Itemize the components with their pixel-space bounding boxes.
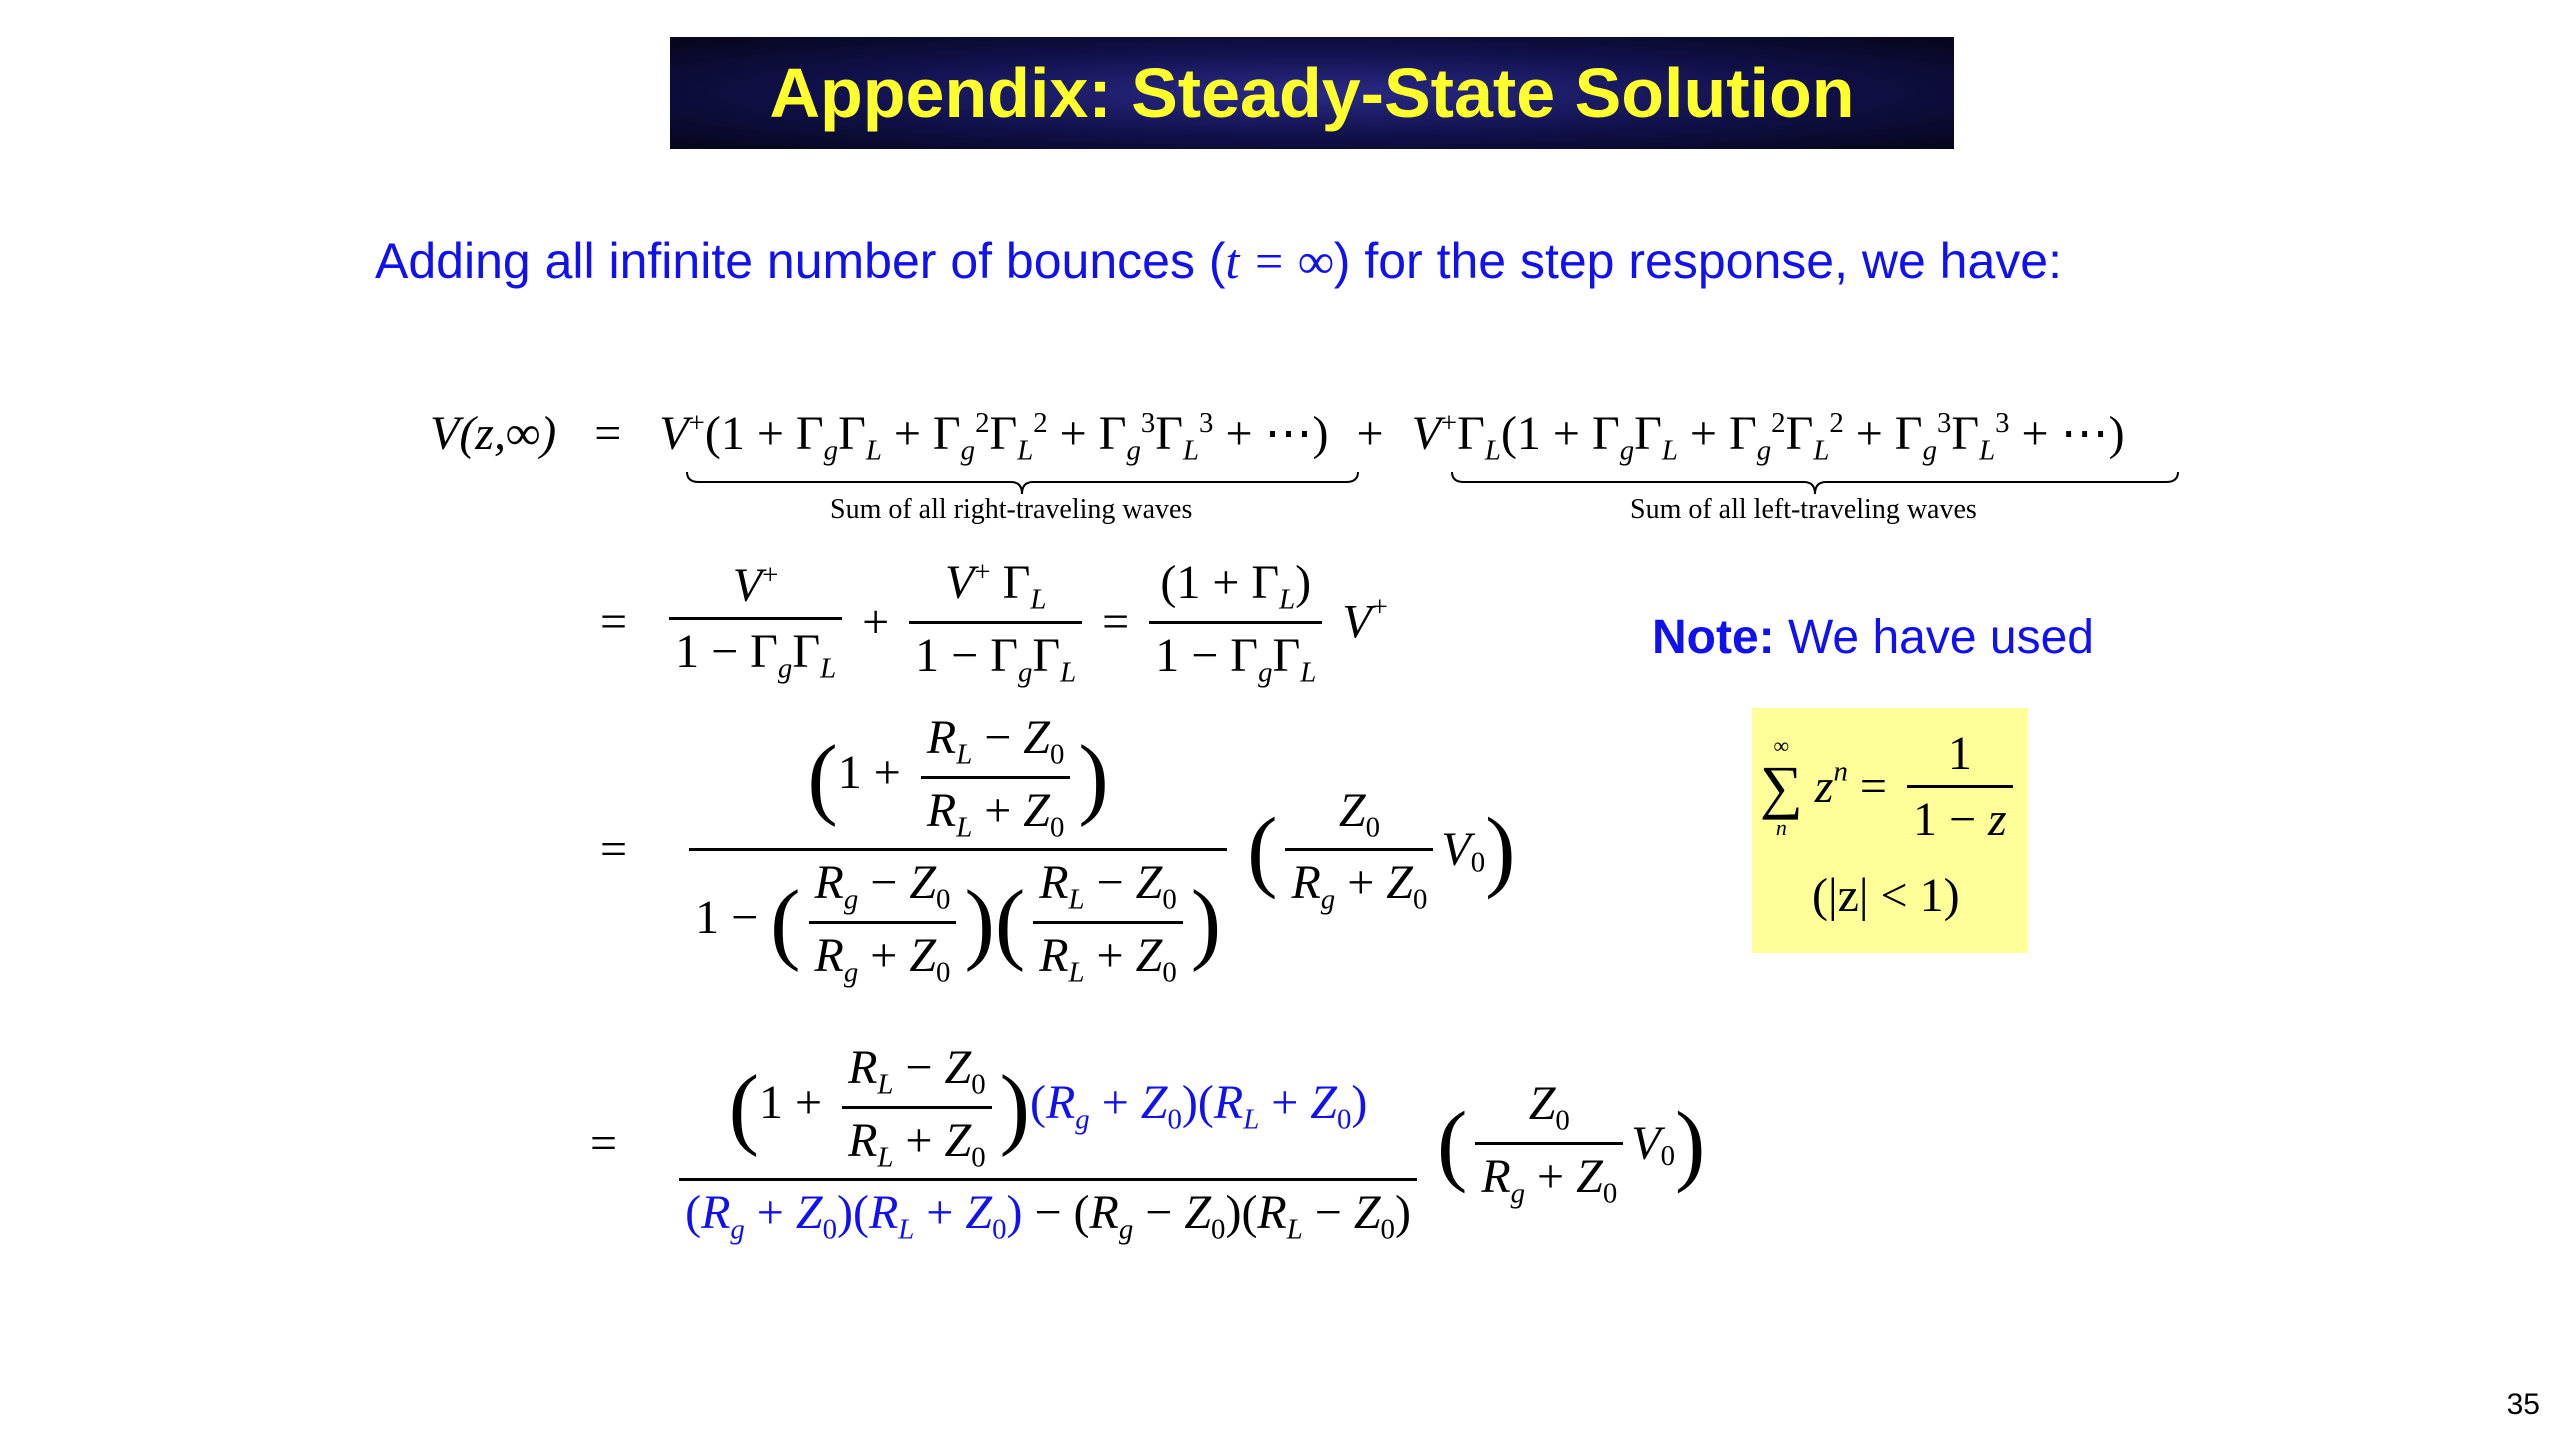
- lhs-term: V(z,∞): [430, 407, 557, 460]
- intro-text: Adding all infinite number of bounces (t = ∞) for the step response, we have:: [375, 233, 2062, 289]
- equation-line-2: = $\frac{V^+}{1 - \Gamma_g\Gamma_L}$ + $\frac{V^+ \Gamma_L}{1 - \Gamma_g\Gamma_L}$ = $\frac{(1 + \Gamma_L)}{1 - \Gamma_g\Gamma_L}$ V+: [600, 556, 1388, 689]
- geometric-series-box: ∞ ∑ n $z^n$ = $\frac{1}{1 - z}$ (|z| < 1): [1752, 708, 2028, 953]
- brace-left-label: Sum of all left-traveling waves: [1630, 494, 1977, 525]
- page-number: 35: [2506, 1388, 2540, 1421]
- brace-right-label: Sum of all right-traveling waves: [830, 494, 1193, 525]
- equation-line-3: = (1 + $\frac{R_L - Z_0}{R_L + Z_0}$ ) 1 − ( $\frac{R_g - Z_0}{R_g + Z_0}$ )( $\frac{R_L - Z_0}{R_L + Z_0}$ ) ( $\frac{Z_0}{R_g + Z_0}$ $V_0$): [600, 711, 1516, 989]
- equation-line-1: $V(z,\infty) = V^+(1 + \Gamma_g\Gamma_L + \Gamma_g^2\Gamma_L^2 + \Gamma_g^3\Gamma_L^3$ + ⋯) + $V^+\Gamma_L(1 + \Gamma_g\Gamma_L + \Gamma_g^2\Gamma_L^2 + \Gamma_g^3\Gamma_L^3$ + ⋯): [430, 407, 2125, 467]
- equation-line-4: = (1 + $\frac{R_L - Z_0}{R_L + Z_0}$ )$(R_g + Z_0)(R_L + Z_0)$ $(R_g + Z_0)(R_L + Z_0) - (R_g - Z_0)(R_L - Z_0)$ ( $\frac{Z_0}{R_g + Z_0}$ $V_0$): [590, 1041, 1706, 1246]
- brace-left-traveling: [1450, 470, 2180, 496]
- sum-condition: (|z| < 1): [1812, 869, 1960, 922]
- note-title: Note: We have used: [1652, 611, 2094, 664]
- slide-title: Appendix: Steady-State Solution: [769, 54, 1855, 132]
- brace-right-traveling: [685, 470, 1360, 496]
- title-banner: [670, 37, 1954, 149]
